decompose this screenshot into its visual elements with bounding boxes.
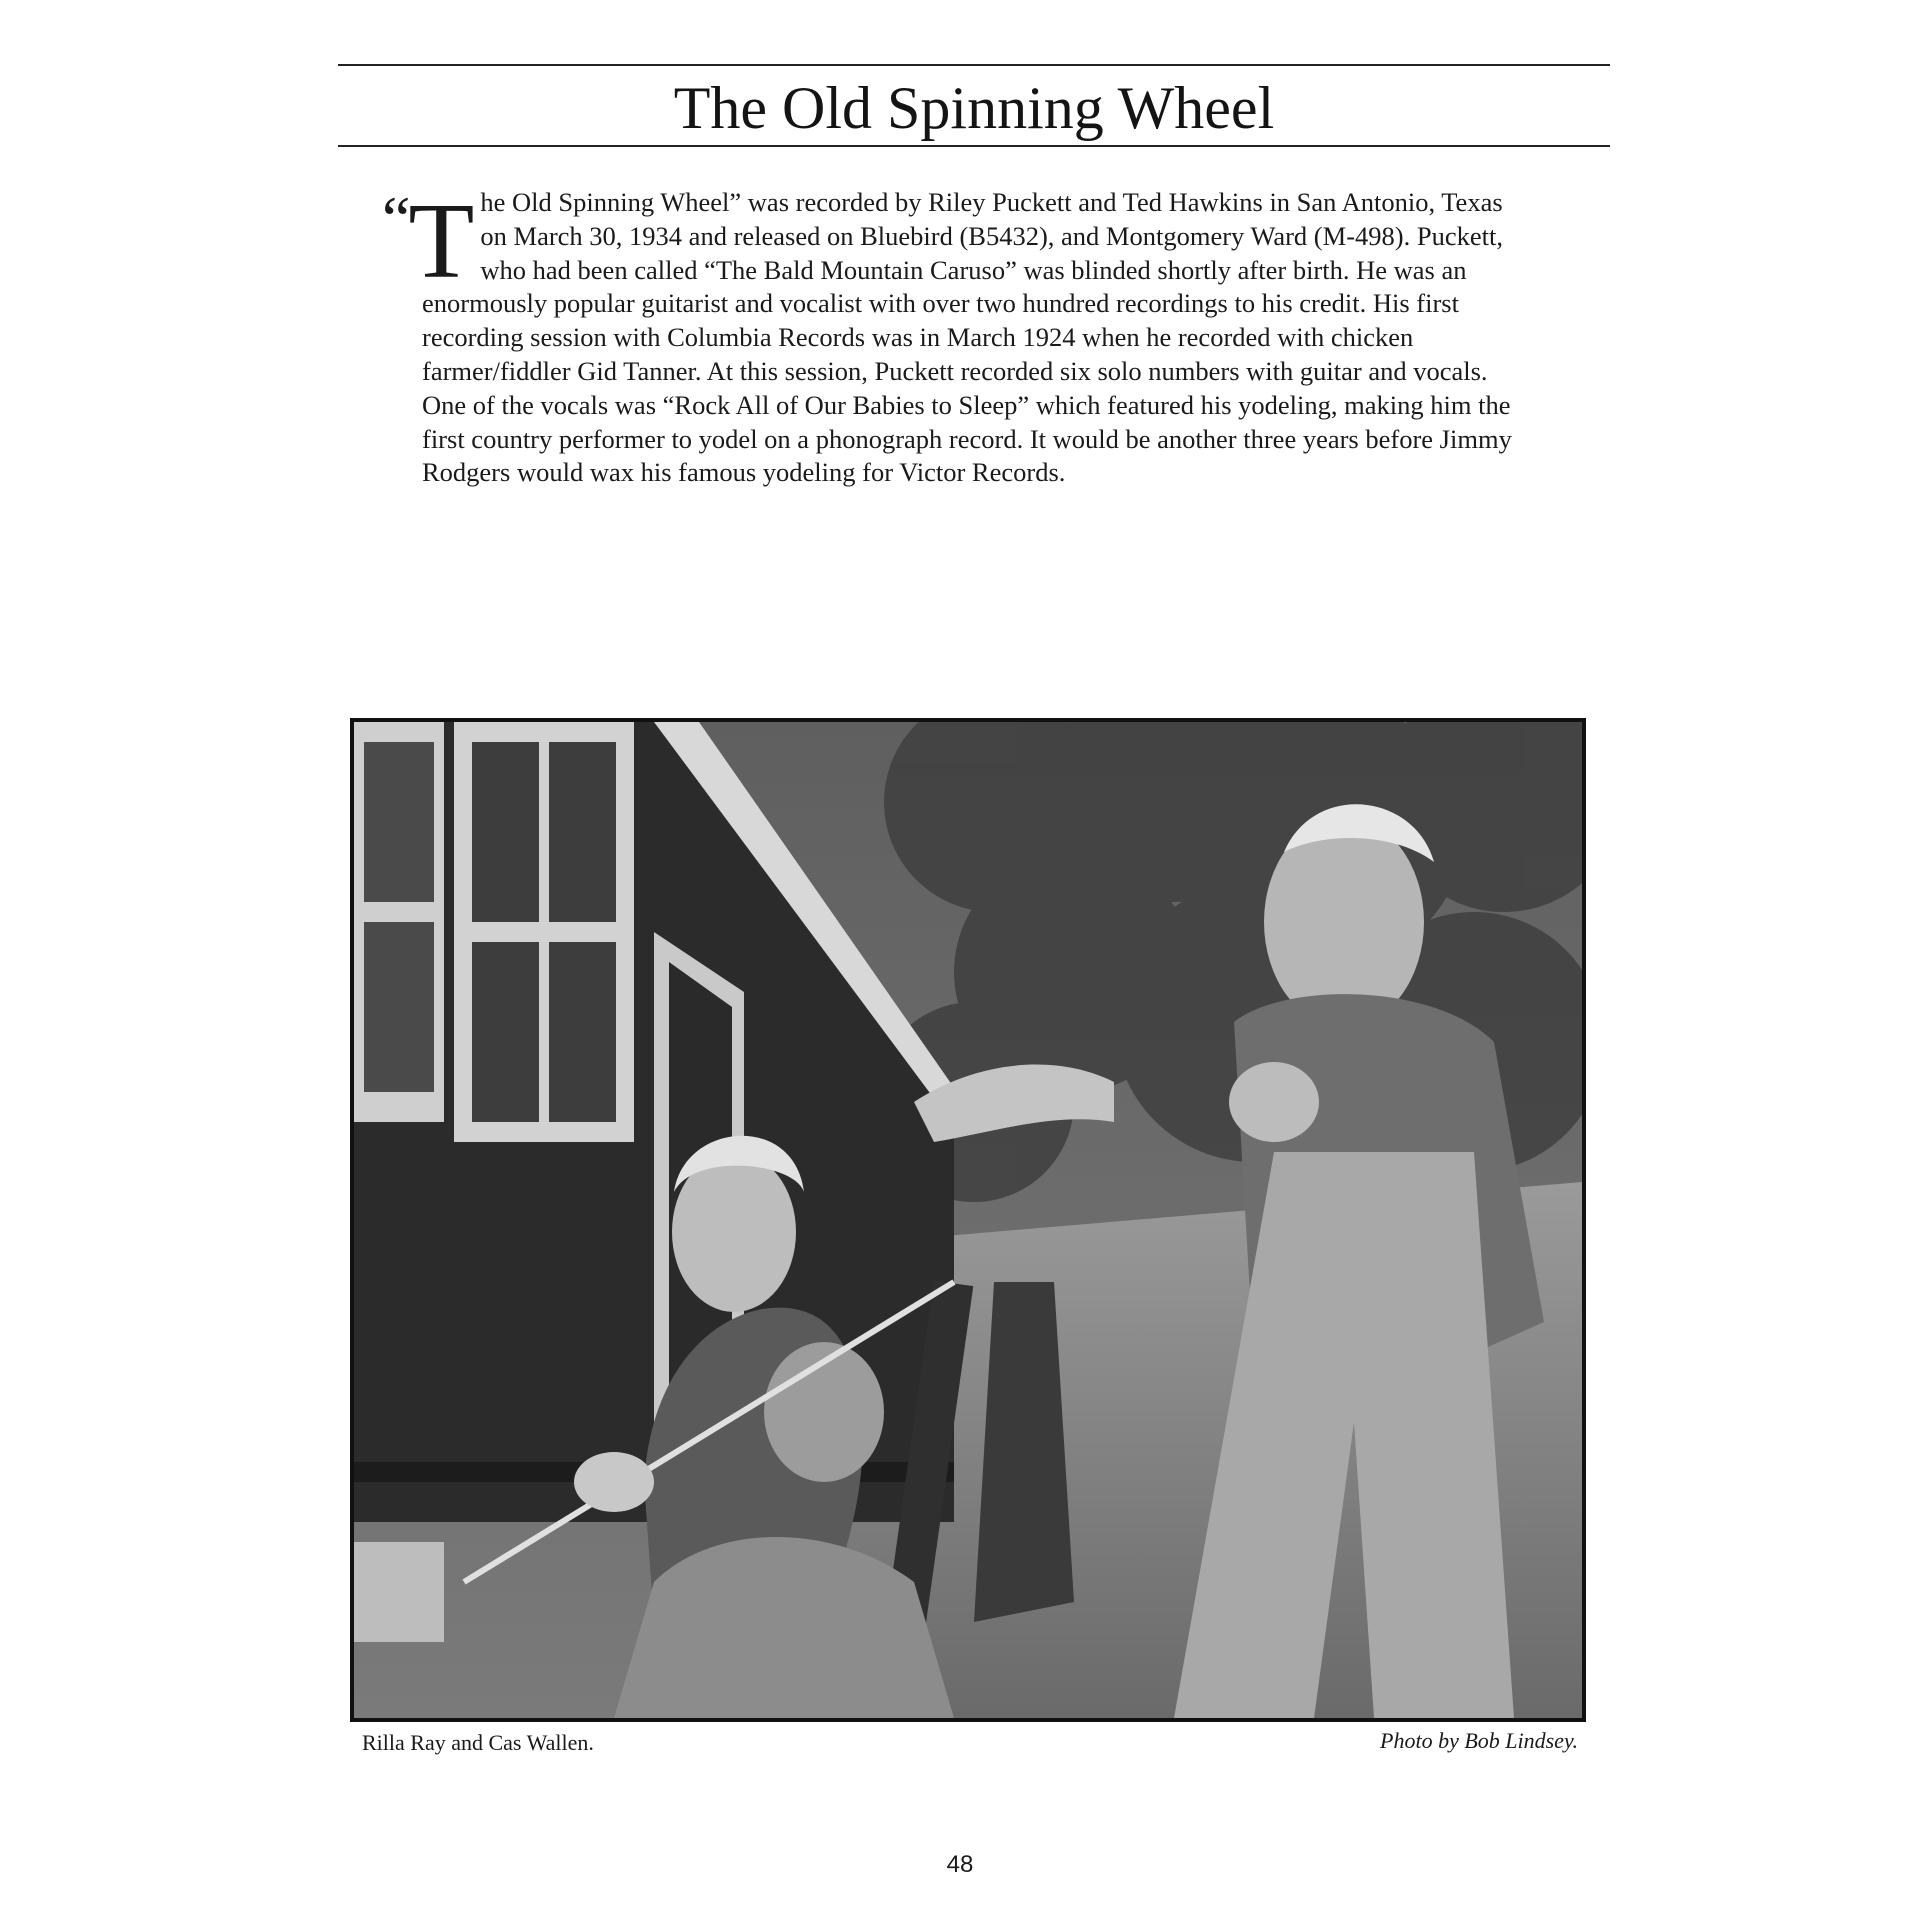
article-body-text: he Old Spinning Wheel” was recorded by Riley Puckett and Ted Hawkins in San Antonio, Texas on March 30, 1934 and released on Bluebird (B5432), and Montgomery Ward (M-498). Puckett, who had been called “The Bald Mountain Caruso” was blinded shortly after birth. He was an enormously popular guitarist and vocalist with over two hundred recordings to his credit. His first recording session with Columbia Records was in March 1924 when he recorded with chicken farmer/fiddler Gid Tanner. At this session, Puckett recorded six solo numbers with guitar and vocals. One of the vocals was “Rock All of Our Babies to Sleep” which featured his yodeling, making him the first country performer to yodel on a phonograph record. It would be another three years before Jimmy Rodgers would wax his famous yodeling for Victor Records. [422,187,1512,488]
drop-cap-letter: T [408,182,475,301]
drop-cap-quote: “ [382,183,411,254]
article-paragraph [382,182,1524,490]
photograph [350,718,1586,1722]
page-number: 48 [946,1851,974,1878]
photo-credit: Photo by Bob Lindsey. [1380,1728,1578,1753]
photograph-illustration [354,722,1582,1718]
drop-cap [382,182,475,301]
title-top-rule [338,64,1610,66]
photo-stone-step [354,1542,444,1642]
photo-caption: Rilla Ray and Cas Wallen. [362,1730,594,1755]
title-bottom-rule [338,145,1610,147]
page-title: The Old Spinning Wheel [673,75,1275,141]
